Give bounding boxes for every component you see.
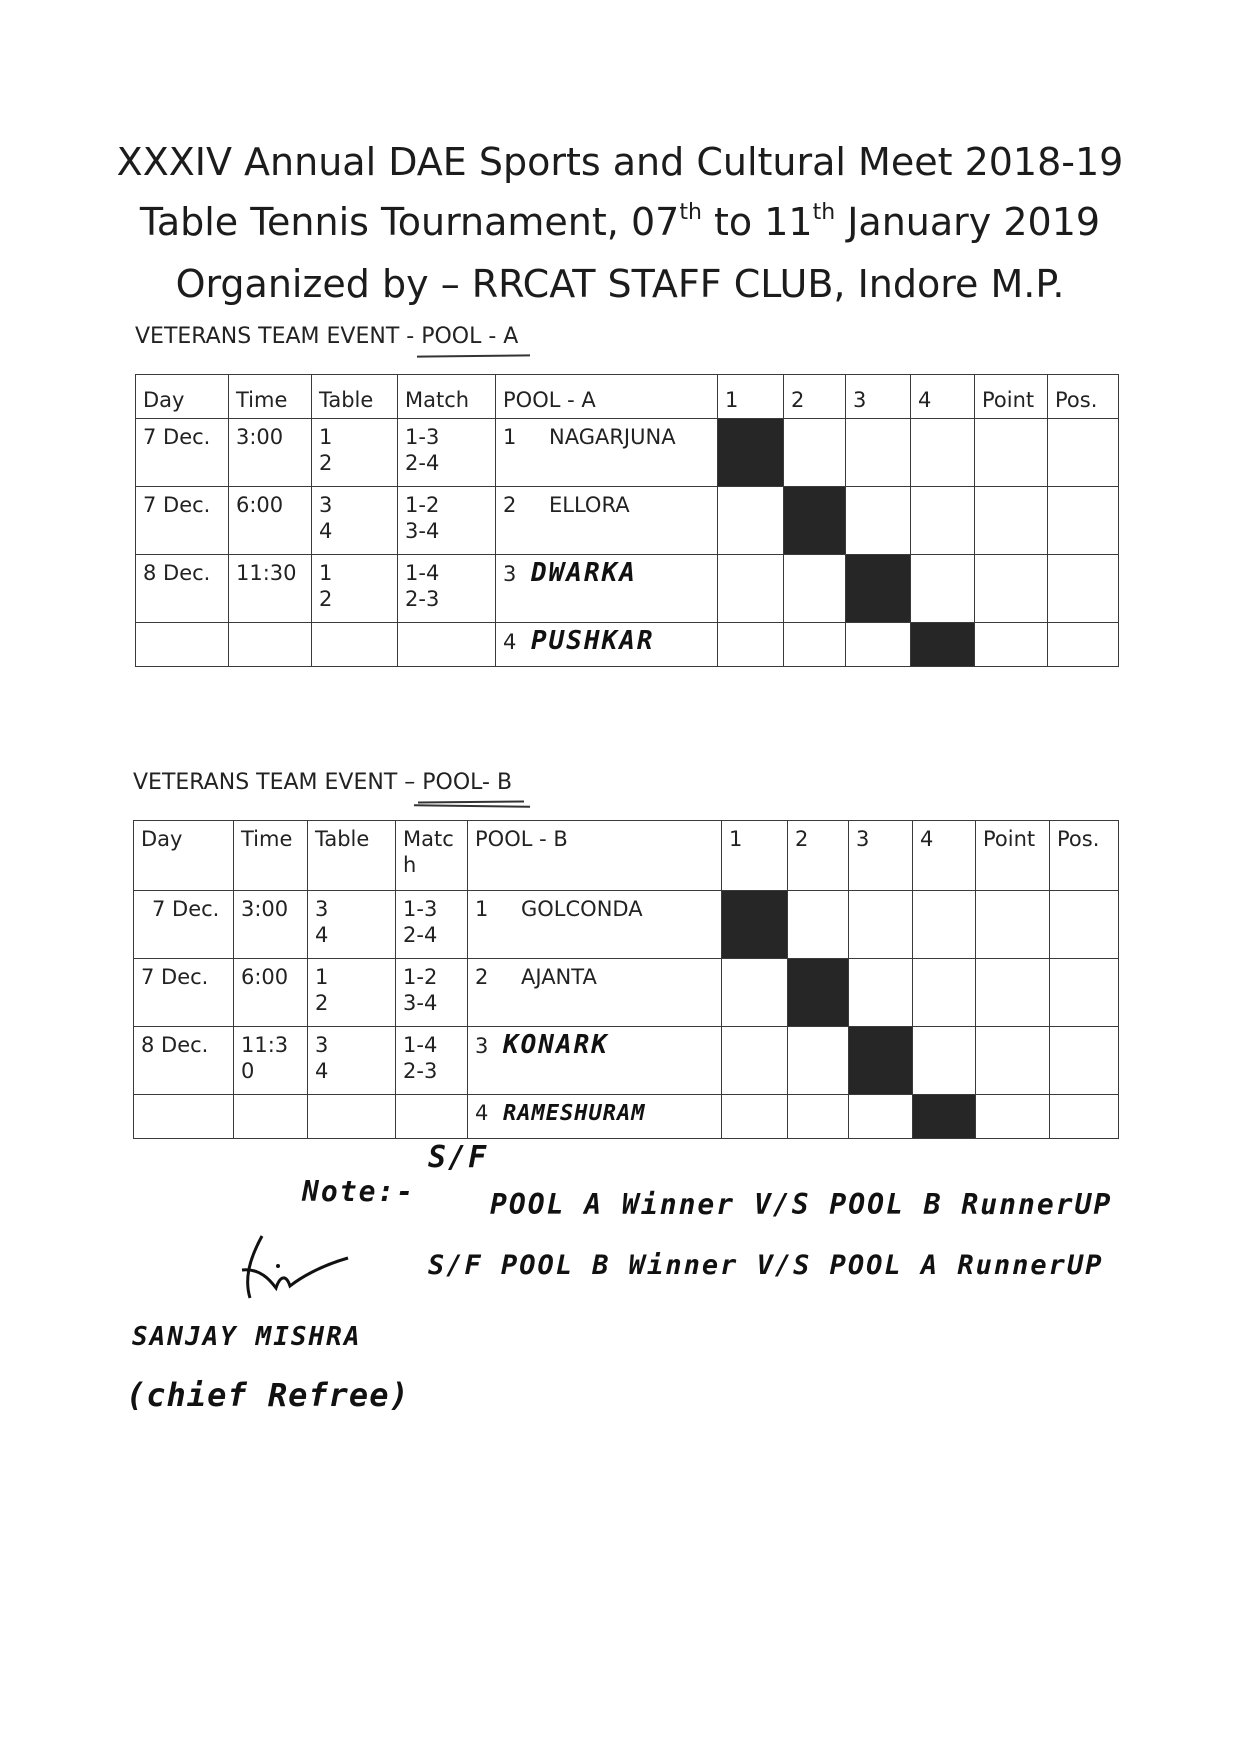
table-row <box>134 1027 1119 1095</box>
title-sup-1: th <box>679 200 702 225</box>
day-cell: 7 Dec. <box>136 419 229 487</box>
team-number: 1 <box>475 897 489 921</box>
pos-cell <box>1048 623 1119 667</box>
col-time: Time <box>234 821 308 891</box>
score-cell <box>911 487 975 555</box>
table-row <box>134 891 1119 959</box>
pos-cell <box>1048 487 1119 555</box>
match-pair: 1-2 <box>403 965 438 989</box>
pool-a-table <box>135 374 1119 667</box>
col-team-3: 3 <box>846 375 911 419</box>
table-cell <box>308 959 396 1027</box>
col-match: Match <box>398 375 496 419</box>
team-name: GOLCONDA <box>521 897 643 921</box>
table-no: 3 <box>319 493 333 517</box>
point-cell <box>976 1095 1050 1139</box>
match-pair: 1-3 <box>405 425 440 449</box>
table-no: 4 <box>319 519 333 543</box>
point-cell <box>976 959 1050 1027</box>
title-line-2-part2: to 11 <box>701 200 813 244</box>
score-cell <box>911 419 975 487</box>
title-line-2-part1: Table Tennis Tournament, 07 <box>139 200 680 244</box>
col-team-4: 4 <box>911 375 975 419</box>
title-sup-2: th <box>812 200 836 225</box>
match-cell <box>398 419 496 487</box>
team-number: 4 <box>503 630 517 654</box>
team-cell <box>468 959 722 1027</box>
match-cell <box>396 1095 468 1139</box>
table-no: 3 <box>315 897 329 921</box>
self-match-cell <box>913 1095 976 1139</box>
match-pair: 2-4 <box>405 451 440 475</box>
table-no: 1 <box>315 965 329 989</box>
score-cell <box>846 487 911 555</box>
table-no: 4 <box>315 923 329 947</box>
col-pool: POOL - B <box>468 821 722 891</box>
score-cell <box>911 555 975 623</box>
col-table: Table <box>308 821 396 891</box>
team-number: 4 <box>475 1101 489 1125</box>
team-number: 3 <box>475 1034 489 1058</box>
table-no: 1 <box>319 561 333 585</box>
match-pair: 1-4 <box>405 561 440 585</box>
col-day: Day <box>134 821 234 891</box>
pool-a-header-row <box>136 375 1119 419</box>
time-cell: 6:00 <box>229 487 312 555</box>
team-cell <box>468 1095 722 1139</box>
time-cell <box>234 1095 308 1139</box>
score-cell <box>788 891 849 959</box>
table-row <box>136 419 1119 487</box>
table-cell <box>308 1027 396 1095</box>
score-cell <box>846 419 911 487</box>
table-cell <box>308 891 396 959</box>
team-name-handwritten: PUSHKAR <box>531 626 655 656</box>
col-table: Table <box>312 375 398 419</box>
score-cell <box>913 959 976 1027</box>
day-cell <box>136 623 229 667</box>
score-cell <box>718 487 784 555</box>
score-cell <box>849 1095 913 1139</box>
col-team-4: 4 <box>913 821 976 891</box>
self-match-cell <box>722 891 788 959</box>
table-no: 3 <box>315 1033 329 1057</box>
pos-cell <box>1050 1027 1119 1095</box>
self-match-cell <box>849 1027 913 1095</box>
match-pair: 2-3 <box>405 587 440 611</box>
point-cell <box>975 487 1048 555</box>
team-cell <box>468 891 722 959</box>
day-cell: 7 Dec. <box>134 959 234 1027</box>
match-cell <box>396 1027 468 1095</box>
table-cell <box>312 623 398 667</box>
day-cell <box>134 1095 234 1139</box>
time-cell: 3:00 <box>234 891 308 959</box>
score-cell <box>788 1095 849 1139</box>
match-pair: 1-3 <box>403 897 438 921</box>
team-name-handwritten: RAMESHURAM <box>503 1101 646 1126</box>
col-day: Day <box>136 375 229 419</box>
table-row <box>134 1095 1119 1139</box>
score-cell <box>788 1027 849 1095</box>
pool-b-header-row <box>134 821 1119 891</box>
sf-mark: S/F <box>428 1140 489 1175</box>
time-cell <box>229 623 312 667</box>
team-cell <box>496 419 718 487</box>
team-number: 2 <box>475 965 489 989</box>
score-cell <box>722 1027 788 1095</box>
col-point: Point <box>975 375 1048 419</box>
time-cell: 6:00 <box>234 959 308 1027</box>
col-team-3: 3 <box>849 821 913 891</box>
time-cell: 11:30 <box>234 1027 308 1095</box>
match-cell <box>396 959 468 1027</box>
self-match-cell <box>784 487 846 555</box>
pos-cell <box>1050 959 1119 1027</box>
point-cell <box>975 623 1048 667</box>
signatory-role: (chief Refree) <box>126 1376 410 1414</box>
team-name: AJANTA <box>521 965 597 989</box>
note-line-2: S/F POOL B Winner V/S POOL A RunnerUP <box>428 1250 1104 1281</box>
score-cell <box>846 623 911 667</box>
match-pair: 1-2 <box>405 493 440 517</box>
team-cell <box>468 1027 722 1095</box>
self-match-cell <box>911 623 975 667</box>
title-line-3: Organized by – RRCAT STAFF CLUB, Indore M.P. <box>175 262 1065 306</box>
table-row <box>136 487 1119 555</box>
pos-cell <box>1050 891 1119 959</box>
pool-b-label-prefix: VETERANS TEAM EVENT – <box>133 770 423 795</box>
point-cell <box>976 891 1050 959</box>
team-number: 3 <box>503 562 517 586</box>
self-match-cell <box>718 419 784 487</box>
pos-cell <box>1048 419 1119 487</box>
team-name: NAGARJUNA <box>549 425 676 449</box>
title-line-2-part3: January 2019 <box>835 200 1101 244</box>
score-cell <box>849 891 913 959</box>
point-cell <box>976 1027 1050 1095</box>
match-cell <box>398 555 496 623</box>
score-cell <box>913 1027 976 1095</box>
note-line-1: POOL A Winner V/S POOL B RunnerUP <box>490 1188 1113 1221</box>
pool-a-label-pool: POOL - A <box>421 324 519 349</box>
day-cell: 8 Dec. <box>134 1027 234 1095</box>
table-cell <box>312 487 398 555</box>
col-time: Time <box>229 375 312 419</box>
table-cell <box>312 555 398 623</box>
col-pos: Pos. <box>1048 375 1119 419</box>
col-team-2: 2 <box>788 821 849 891</box>
score-cell <box>784 419 846 487</box>
col-team-1: 1 <box>718 375 784 419</box>
table-row <box>136 555 1119 623</box>
pos-cell <box>1048 555 1119 623</box>
team-name-handwritten: KONARK <box>503 1030 609 1060</box>
col-team-1: 1 <box>722 821 788 891</box>
score-cell <box>722 959 788 1027</box>
signature-mark <box>220 1228 360 1308</box>
score-cell <box>718 623 784 667</box>
title-line-2 <box>0 200 1240 244</box>
match-cell <box>398 623 496 667</box>
match-pair: 2-3 <box>403 1059 438 1083</box>
match-cell <box>398 487 496 555</box>
point-cell <box>975 555 1048 623</box>
pos-cell <box>1050 1095 1119 1139</box>
col-pos: Pos. <box>1050 821 1119 891</box>
match-cell <box>396 891 468 959</box>
team-cell <box>496 555 718 623</box>
score-cell <box>784 555 846 623</box>
team-name: ELLORA <box>549 493 630 517</box>
point-cell <box>975 419 1048 487</box>
table-row <box>134 959 1119 1027</box>
table-no: 2 <box>319 451 333 475</box>
col-pool: POOL - A <box>496 375 718 419</box>
signatory-name: SANJAY MISHRA <box>132 1322 362 1352</box>
time-cell: 3:00 <box>229 419 312 487</box>
col-match: Match <box>396 821 468 891</box>
day-cell: 8 Dec. <box>136 555 229 623</box>
title-line-1: XXXIV Annual DAE Sports and Cultural Meet 2018-19 <box>116 140 1124 184</box>
table-no: 4 <box>315 1059 329 1083</box>
col-point: Point <box>976 821 1050 891</box>
match-pair: 2-4 <box>403 923 438 947</box>
self-match-cell <box>788 959 849 1027</box>
team-name-handwritten: DWARKA <box>531 558 637 588</box>
table-row <box>136 623 1119 667</box>
day-cell: 7 Dec. <box>136 487 229 555</box>
pool-a-label-prefix: VETERANS TEAM EVENT - <box>135 324 422 349</box>
note-label: Note:- <box>302 1175 416 1208</box>
self-match-cell <box>846 555 911 623</box>
score-cell <box>718 555 784 623</box>
pool-b-label <box>133 770 512 795</box>
day-cell: 7 Dec. <box>134 891 234 959</box>
col-team-2: 2 <box>784 375 846 419</box>
score-cell <box>784 623 846 667</box>
table-cell <box>312 419 398 487</box>
pool-b-table <box>133 820 1119 1139</box>
time-cell: 11:30 <box>229 555 312 623</box>
pool-a-label <box>135 324 518 349</box>
match-pair: 1-4 <box>403 1033 438 1057</box>
score-cell <box>849 959 913 1027</box>
table-no: 2 <box>319 587 333 611</box>
team-cell <box>496 487 718 555</box>
table-no: 1 <box>319 425 333 449</box>
team-cell <box>496 623 718 667</box>
table-cell <box>308 1095 396 1139</box>
team-number: 1 <box>503 425 517 449</box>
score-cell <box>913 891 976 959</box>
match-pair: 3-4 <box>405 519 440 543</box>
match-pair: 3-4 <box>403 991 438 1015</box>
score-cell <box>722 1095 788 1139</box>
pool-b-label-pool: POOL- B <box>422 770 513 795</box>
team-number: 2 <box>503 493 517 517</box>
table-no: 2 <box>315 991 329 1015</box>
